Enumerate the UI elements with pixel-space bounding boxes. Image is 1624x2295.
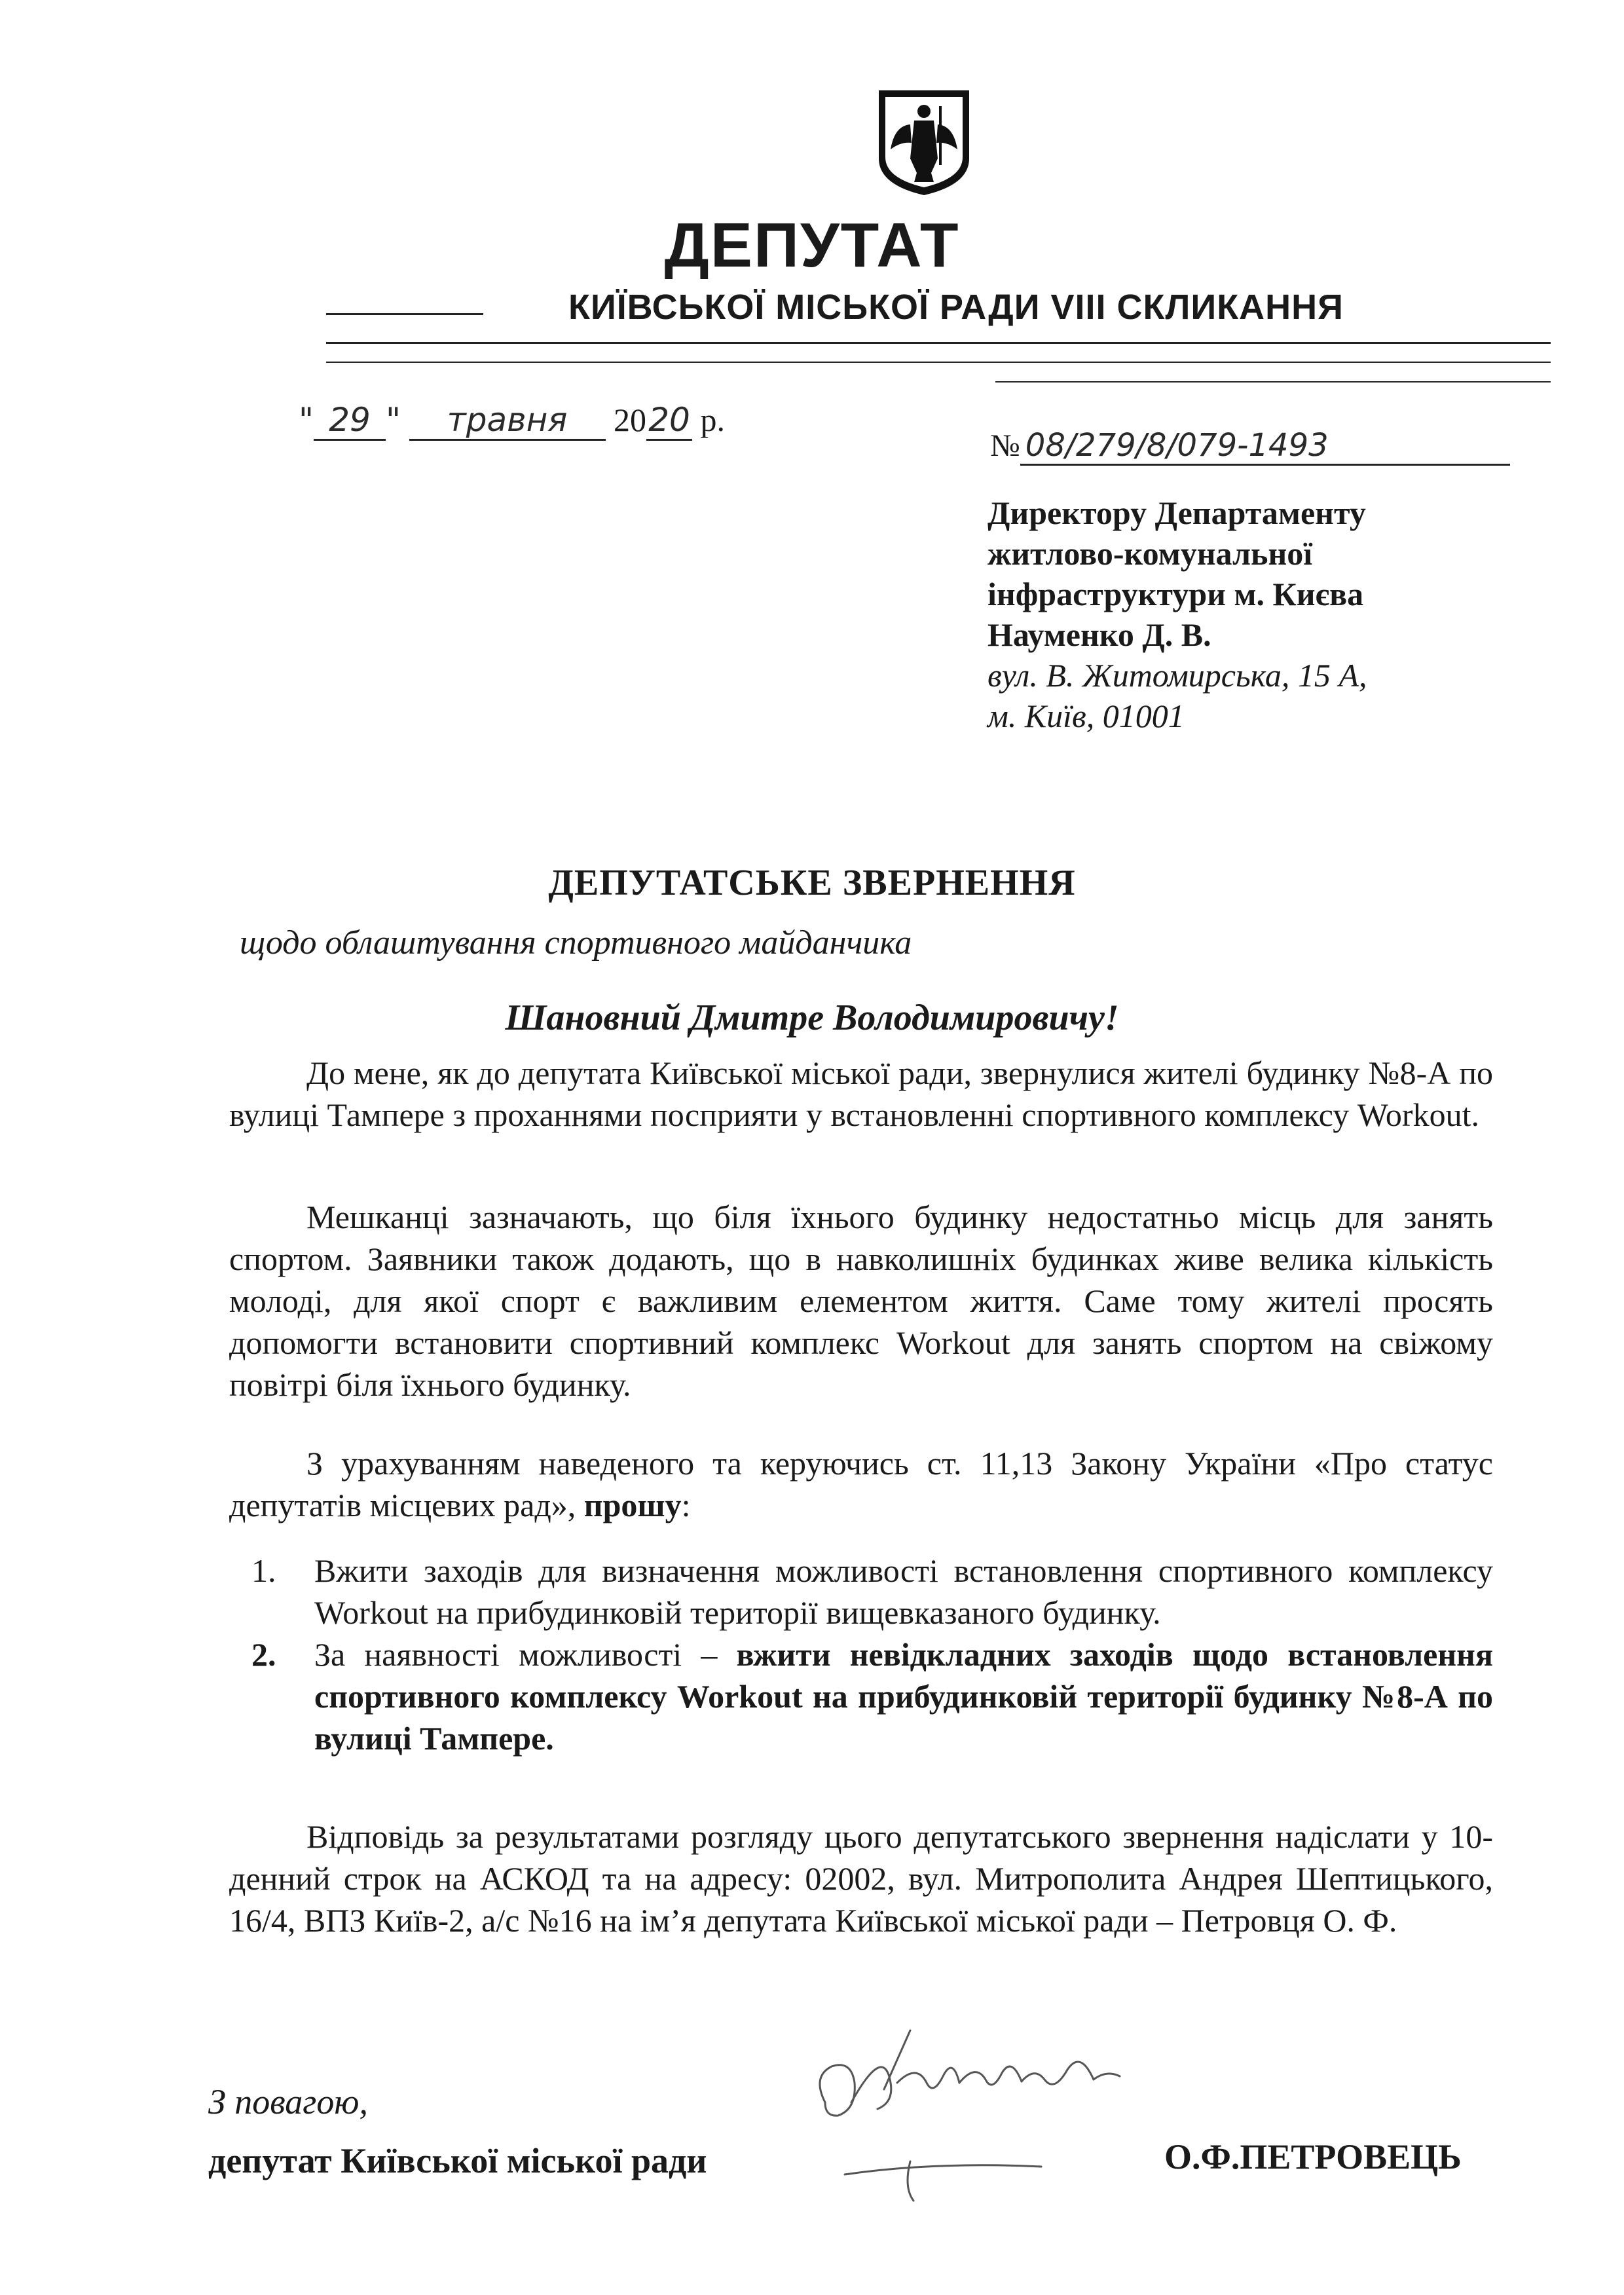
body-paragraph-3: [229, 1442, 1493, 1526]
date-month: травня: [409, 401, 606, 441]
signer-name: О.Ф.ПЕТРОВЕЦЬ: [1164, 2137, 1462, 2176]
recipient-line-1: Директору Департаменту: [987, 494, 1366, 531]
date-day: 29: [314, 401, 386, 441]
list-item: [251, 1633, 1493, 1759]
list-item-number: 2.: [251, 1636, 276, 1673]
paragraph-3-text: З урахуванням наведеного та керуючись ст. 11,13 Закону України «Про статус депутатів місцевих рад»,: [229, 1445, 1493, 1523]
header-rule-3: [995, 381, 1551, 382]
handwritten-signature: [805, 2004, 1146, 2214]
paragraph-4-text: Відповідь за результатами розгляду цього депутатського звернення надіслати у 10-денний строк на АСКОД та на адресу: 02002, вул. Митрополита Андрея Шептицького, 16/4, ВПЗ Київ-2, а/с №16 на ім’я депутата Київської міської ради – Петровця О. Ф.: [229, 1818, 1493, 1939]
paragraph-2-text: Мешканці зазначають, що біля їхнього будинку недостатньо місць для занять спортом. Заявники також додають, що в навколишніх будинках живе велика кількість молоді, для якої спорт є важливим елементом життя. Саме тому жителі просять допомогти встановити спортивний комплекс Workout для занять спортом на свіжому повітрі біля їхнього будинку.: [229, 1199, 1493, 1403]
header-rule-1: [326, 342, 1551, 344]
list-item: [251, 1550, 1493, 1633]
paragraph-1-text: До мене, як до депутата Київської міської ради, звернулися жителі будинку №8-А по вулиці Тампере з проханнями посприяти у встановленні спортивного комплексу Workout.: [229, 1054, 1493, 1133]
registration-number: [990, 427, 1510, 466]
reg-number-value: 08/279/8/079-1493: [1020, 427, 1510, 466]
date-close-quote: ": [386, 401, 401, 439]
closing-block: [208, 2072, 707, 2190]
reg-number-prefix: №: [990, 428, 1020, 463]
recipient-address-2: м. Київ, 01001: [987, 698, 1185, 734]
document-date: [299, 401, 725, 441]
body-paragraph-2: [229, 1196, 1493, 1406]
date-year-suffix: 20: [646, 401, 692, 441]
list-item-bold-text: вжити невідкладних заходів щодо встановлення спортивного комплексу Workout на прибудинковій території будинку №8-А по вулиці Тампере.: [314, 1636, 1493, 1757]
document-title: ДЕПУТАТ: [664, 210, 960, 280]
date-open-quote: ": [299, 401, 314, 439]
paragraph-3-request: прошу: [583, 1487, 682, 1523]
closing-regards: З повагою,: [208, 2082, 368, 2121]
list-item-number: 1.: [251, 1552, 276, 1589]
list-item-text: За наявності можливості –: [314, 1636, 737, 1673]
recipient-line-3: інфраструктури м. Києва: [987, 576, 1364, 612]
recipient-block: [987, 493, 1367, 736]
date-year-prefix: 20: [614, 401, 646, 438]
date-suffix: р.: [700, 401, 725, 438]
recipient-name: Науменко Д. В.: [987, 616, 1211, 653]
list-item-text: Вжити заходів для визначення можливості встановлення спортивного комплексу Workout на прибудинковій території вищевказаного будинку.: [314, 1552, 1493, 1631]
appeal-subtitle: щодо облаштування спортивного майданчика: [240, 924, 912, 961]
header-rule-2: [326, 362, 1551, 363]
recipient-line-2: житлово-комунальної: [987, 535, 1313, 572]
body-paragraph-4: [229, 1816, 1493, 1941]
document-subtitle: КИЇВСЬКОЇ МІСЬКОЇ РАДИ VIII СКЛИКАННЯ: [568, 288, 1344, 327]
salutation: Шановний Дмитре Володимировичу!: [505, 998, 1119, 1038]
request-list: [251, 1550, 1493, 1759]
recipient-address-1: вул. В. Житомирська, 15 А,: [987, 657, 1367, 694]
body-paragraph-1: [229, 1052, 1493, 1136]
closing-position: депутат Київської міської ради: [208, 2141, 707, 2180]
appeal-title: ДЕПУТАТСЬКЕ ЗВЕРНЕННЯ: [548, 863, 1076, 903]
kyiv-coat-of-arms-icon: [875, 86, 973, 198]
paragraph-3-colon: :: [681, 1487, 691, 1523]
